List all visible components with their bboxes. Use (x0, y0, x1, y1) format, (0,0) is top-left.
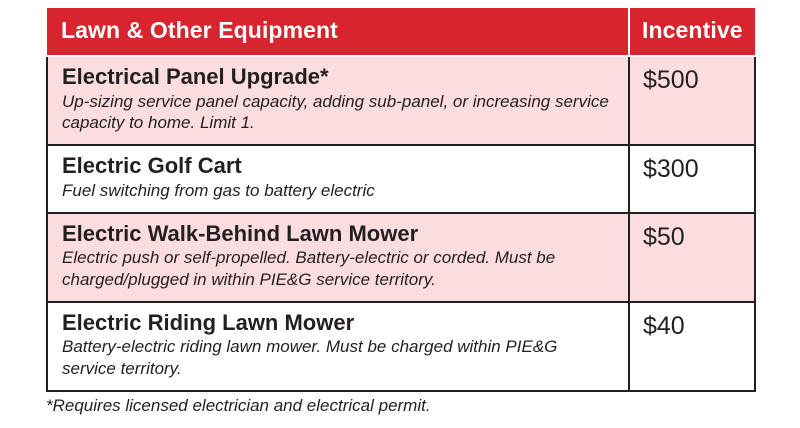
column-header-category: Lawn & Other Equipment (47, 8, 629, 56)
item-title: Electric Walk-Behind Lawn Mower (62, 220, 419, 246)
table-cell-incentive: $300 (629, 145, 755, 212)
table-row (47, 56, 755, 145)
table-row (47, 302, 755, 391)
table-cell-incentive: $40 (629, 302, 755, 391)
table-container (46, 8, 754, 392)
item-title: Electric Golf Cart (62, 153, 242, 179)
table-row (47, 145, 755, 212)
table-cell-item (47, 56, 629, 145)
footnote: *Requires licensed electrician and electrical permit. (46, 396, 431, 415)
item-title: Electric Riding Lawn Mower (62, 309, 355, 335)
table-body (47, 56, 755, 391)
item-description: Battery-electric riding lawn mower. Must be charged within PIE&G service territory. (62, 337, 558, 378)
item-title: Electrical Panel Upgrade* (62, 64, 329, 89)
table-row (47, 213, 755, 302)
incentive-table (46, 8, 756, 392)
item-description: Fuel switching from gas to battery electric (62, 180, 375, 200)
table-cell-item (47, 302, 629, 391)
table-cell-item (47, 213, 629, 302)
table-cell-incentive: $50 (629, 213, 755, 302)
table-cell-incentive: $500 (629, 56, 755, 145)
column-header-incentive: Incentive (629, 8, 755, 56)
table-cell-item (47, 145, 629, 212)
table-header-row (47, 8, 755, 56)
item-description: Electric push or self-propelled. Battery-electric or corded. Must be charged/plugged in within PIE&G service territory. (62, 248, 556, 289)
item-description: Up-sizing service panel capacity, adding sub-panel, or increasing service capacity to home. Limit 1. (62, 91, 609, 133)
table-header (47, 8, 755, 56)
